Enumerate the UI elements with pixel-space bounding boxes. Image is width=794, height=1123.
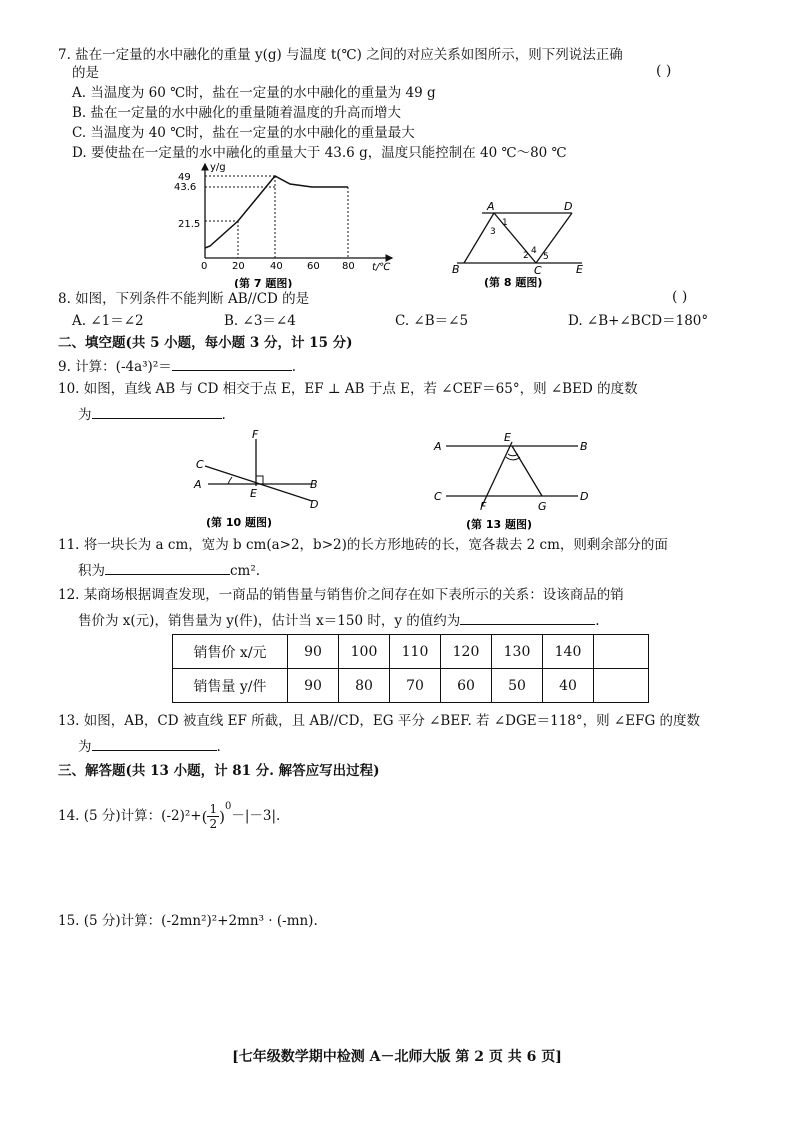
point-d: D (564, 200, 573, 213)
y-axis-label: y/g (210, 162, 226, 173)
q8-stem: 8. 如图，下列条件不能判断 AB//CD 的是 (58, 291, 310, 307)
table-cell: 40 (543, 669, 594, 703)
q8-option-c: C. ∠B＝∠5 (395, 313, 469, 329)
figure-13-diagram (430, 424, 600, 534)
point-c: C (196, 458, 204, 471)
angle-3: 3 (490, 227, 496, 237)
figure-8-caption: (第 8 题图) (484, 276, 543, 289)
angle-mark (228, 477, 232, 484)
line-cd (536, 213, 572, 263)
q13-line1: 13. 如图，AB，CD 被直线 EF 所截，且 AB//CD，EG 平分 ∠BEF. 若 ∠DGE＝118°，则 ∠EFG 的度数 (58, 713, 701, 729)
q11-unit: cm². (230, 563, 261, 579)
q11-line1: 11. 将一块长为 a cm，宽为 b cm(a>2，b>2)的长方形地砖的长，宽各裁去 2 cm，则剩余部分的面 (58, 537, 668, 553)
line-ac (494, 213, 536, 263)
q8-option-d: D. ∠B+∠BCD＝180° (568, 313, 709, 329)
q11-line2 (78, 560, 260, 580)
point-d: D (580, 490, 589, 503)
q9-expression: 9. 计算：(-4a³)²＝ (58, 359, 172, 375)
q10-line1: 10. 如图，直线 AB 与 CD 相交于点 E，EF ⊥ AB 于点 E，若 ∠CEF＝65°，则 ∠BED 的度数 (58, 381, 638, 397)
line-ab (464, 213, 494, 263)
angle-4: 4 (531, 246, 537, 256)
xtick-60: 60 (307, 261, 320, 272)
q14-exponent: 0 (224, 800, 232, 812)
figure-7-caption: (第 7 题图) (234, 277, 293, 288)
ytick-49: 49 (178, 172, 191, 183)
point-e: E (250, 487, 257, 500)
figure-13-caption: (第 13 题图) (466, 518, 533, 531)
table-cell: 80 (339, 669, 390, 703)
point-g: G (538, 500, 547, 513)
q11-answer-blank (105, 560, 230, 575)
point-d: D (310, 498, 319, 511)
q14-text (58, 802, 280, 831)
q12-line2: 售价为 x(元)，销售量为 y(件)，估计当 x＝150 时，y 的值约为 . (78, 610, 600, 630)
table-row-price (173, 635, 649, 669)
q7-option-a: A. 当温度为 60 ℃时，盐在一定量的水中融化的重量为 49 g (72, 85, 436, 101)
point-b: B (310, 478, 318, 491)
figure-8-diagram (452, 198, 592, 290)
point-e: E (576, 263, 583, 276)
table-cell: 120 (441, 635, 492, 669)
xtick-20: 20 (232, 261, 245, 272)
table-cell-empty (594, 669, 649, 703)
page-footer: [七年级数学期中检测 A－北师大版 第 2 页 共 6 页] (232, 1049, 562, 1065)
q9-text: 9. 计算：(-4a³)²＝ . (58, 356, 296, 376)
table-cell: 130 (492, 635, 543, 669)
q7-option-d: D. 要使盐在一定量的水中融化的重量大于 43.6 g，温度只能控制在 40 ℃～80 ℃ (72, 145, 567, 161)
point-e: E (504, 431, 511, 444)
x-axis-label: t/℃ (372, 262, 391, 273)
table-cell: 70 (390, 669, 441, 703)
table-cell: 60 (441, 669, 492, 703)
q14-numerator: 1 (209, 802, 218, 816)
q8-option-a: A. ∠1＝∠2 (72, 313, 144, 329)
q14-paren-right: ) (219, 807, 225, 826)
section-3-heading: 三、解答题(共 13 小题，计 81 分. 解答应写出过程) (58, 763, 380, 779)
figure-10-caption: (第 10 题图) (206, 516, 273, 529)
table-cell-empty (594, 635, 649, 669)
q9-answer-blank (172, 356, 292, 371)
q11-line2-prefix: 积为 (78, 563, 105, 579)
xtick-80: 80 (342, 261, 355, 272)
figure-7-graph (170, 160, 400, 288)
table-row-sales (173, 669, 649, 703)
table-cell: 90 (288, 635, 339, 669)
table-cell: 100 (339, 635, 390, 669)
q12-answer-blank (460, 610, 595, 625)
ytick-21-5: 21.5 (178, 219, 201, 230)
point-a: A (434, 440, 442, 453)
q7-option-c: C. 当温度为 40 ℃时，盐在一定量的水中融化的重量最大 (72, 125, 415, 141)
price-sales-table (172, 634, 649, 703)
angle-1: 1 (502, 218, 508, 228)
q10-line2-text: 为 (78, 407, 92, 423)
q13-line2: 为 . (78, 736, 221, 756)
point-f: F (480, 500, 487, 513)
point-b: B (452, 263, 460, 276)
table-row-label: 销售量 y/件 (173, 669, 288, 703)
q14-prefix: 14. (5 分)计算：(-2)²+ (58, 808, 202, 824)
point-a: A (487, 200, 495, 213)
ytick-43-6: 43.6 (174, 182, 197, 193)
table-row-label: 销售价 x/元 (173, 635, 288, 669)
q7-stem-line2: 的是 (72, 65, 99, 81)
point-c: C (434, 490, 442, 503)
angle-mark-2 (506, 457, 520, 460)
q13-line2-text: 为 (78, 739, 92, 755)
q7-answer-paren: ( ) (656, 63, 672, 79)
q14-suffix: －|－3|. (231, 808, 281, 824)
q8-answer-paren: ( ) (672, 289, 688, 305)
section-2-heading: 二、填空题(共 5 小题，每小题 3 分，计 15 分) (58, 335, 353, 351)
angle-2: 2 (523, 251, 529, 261)
q12-line1: 12. 某商场根据调查发现，一商品的销售量与销售价之间存在如下表所示的关系：设该商品的销 (58, 587, 624, 603)
point-b: B (580, 440, 588, 453)
q12-line2-text: 售价为 x(元)，销售量为 y(件)，估计当 x＝150 时，y 的值约为 (78, 613, 461, 629)
q10-answer-blank (92, 404, 222, 419)
table-cell: 110 (390, 635, 441, 669)
q8-option-b: B. ∠3＝∠4 (224, 313, 296, 329)
q15-text: 15. (5 分)计算：(-2mn²)²+2mn³ · (-mn). (58, 913, 318, 929)
q13-answer-blank (92, 736, 217, 751)
xtick-40: 40 (270, 261, 283, 272)
table-cell: 90 (288, 669, 339, 703)
table-cell: 50 (492, 669, 543, 703)
point-a: A (194, 478, 202, 491)
point-f: F (252, 428, 259, 441)
xtick-0: 0 (201, 261, 208, 272)
table-cell: 140 (543, 635, 594, 669)
q14-denominator: 2 (209, 817, 218, 831)
q10-line2: 为 . (78, 404, 226, 424)
q14-paren-left: ( (201, 807, 208, 826)
figure-10-diagram (188, 424, 338, 532)
angle-5: 5 (543, 252, 549, 262)
q7-option-b: B. 盐在一定量的水中融化的重量随着温度的升高而增大 (72, 105, 402, 121)
q7-stem-line1: 7. 盐在一定量的水中融化的重量 y(g) 与温度 t(℃) 之间的对应关系如图所示，则下列说法正确 (58, 47, 623, 63)
point-c: C (534, 264, 542, 277)
line-eg (512, 446, 542, 496)
q14-fraction (207, 802, 219, 831)
